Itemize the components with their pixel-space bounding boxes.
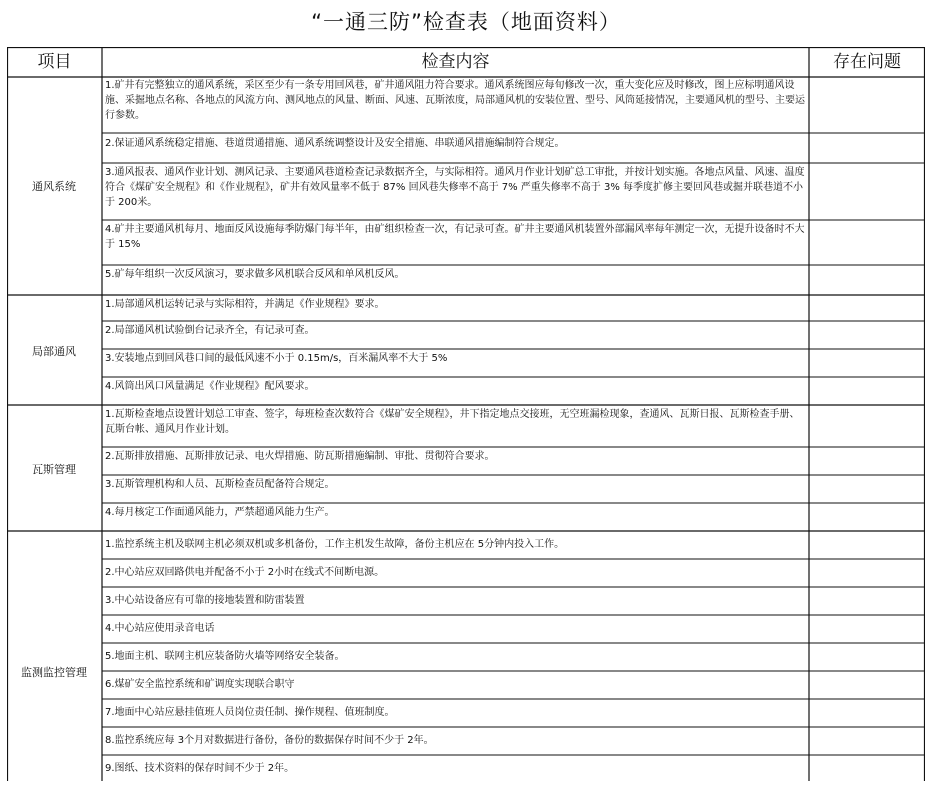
check-item: 9.图纸、技术资料的保存时间不少于 2年。 — [105, 763, 295, 774]
header-issues: 存在问题 — [833, 52, 901, 72]
inspection-table — [7, 47, 925, 781]
header-category: 项目 — [37, 52, 72, 72]
category-gas-management: 瓦斯管理 — [32, 463, 76, 476]
check-item: 3.安装地点到回风巷口间的最低风速不小于 0.15m/s，百米漏风率不大于 5% — [105, 353, 448, 364]
check-item: 7.地面中心站应悬挂值班人员岗位责任制、操作规程、值班制度。 — [105, 707, 395, 718]
check-item: 1.监控系统主机及联网主机必须双机或多机备份，工作主机发生故障，备份主机应在 5分钟内投入工作。 — [105, 539, 565, 550]
category-ventilation-system: 通风系统 — [32, 180, 76, 193]
check-item: 5.地面主机、联网主机应装备防火墙等网络安全装备。 — [105, 651, 345, 662]
check-item: 2.瓦斯排放措施、瓦斯排放记录、电火焊措施、防瓦斯措施编制、审批、贯彻符合要求。 — [105, 451, 495, 462]
check-item: 3.通风报表、通风作业计划、测风记录、主要通风巷道检查记录数据齐全，与实际相符。通风月作业计划矿总工审批，并按计划实施。各地点风量、风速、温度符合《煤矿安全规程》和《作业规程》，矿井有效风量率不低于 87% 回风巷失修率不高于 7% 严重失修率不高于 3% 每季度扩修主要回风巷或掘并联巷道不小于 200米。 — [105, 167, 805, 208]
check-item: 4.每月核定工作面通风能力，严禁超通风能力生产。 — [105, 507, 335, 518]
header-content: 检查内容 — [421, 52, 490, 72]
check-item: 4.中心站应使用录音电话 — [105, 623, 215, 634]
check-item: 2.中心站应双回路供电并配备不小于 2小时在线式不间断电源。 — [105, 567, 385, 578]
check-item: 1.局部通风机运转记录与实际相符，并满足《作业规程》要求。 — [105, 299, 385, 310]
check-item: 2.局部通风机试验倒台记录齐全，有记录可查。 — [105, 325, 315, 336]
check-item: 3.瓦斯管理机构和人员、瓦斯检查员配备符合规定。 — [105, 479, 335, 490]
check-item: 2.保证通风系统稳定措施、巷道贯通措施、通风系统调整设计及安全措施、串联通风措施编制符合规定。 — [105, 138, 565, 149]
check-item: 1.矿井有完整独立的通风系统，采区至少有一条专用回风巷，矿井通风阻力符合要求。通风系统图应每旬修改一次，重大变化应及时修改，图上应标明通风设施、采掘地点名称、各地点的风流方向、测风地点的风量、断面、风速、瓦斯浓度，局部通风机的安装位置、型号、风筒延接情况，主要通风机的型号、主要运行参数。 — [105, 80, 805, 121]
page-title: “一通三防”检查表（地面资料） — [311, 10, 621, 34]
check-item: 4.矿井主要通风机每月、地面反风设施每季防爆门每半年，由矿组织检查一次，有记录可查。矿井主要通风机装置外部漏风率每年测定一次，无提升设备时不大于 15% — [105, 224, 805, 250]
check-item: 5.矿每年组织一次反风演习，要求做多风机联合反风和单风机反风。 — [105, 269, 405, 280]
check-item: 8.监控系统应每 3个月对数据进行备份，备份的数据保存时间不少于 2年。 — [105, 735, 434, 746]
category-monitoring-management: 监测监控管理 — [21, 666, 87, 679]
category-local-ventilation: 局部通风 — [32, 345, 76, 358]
check-item: 1.瓦斯检查地点设置计划总工审查、签字，每班检查次数符合《煤矿安全规程》，井下指定地点交接班，无空班漏检现象，查通风、瓦斯日报、瓦斯检查手册、瓦斯台帐、通风月作业计划。 — [105, 409, 800, 435]
check-item: 6.煤矿安全监控系统和矿调度实现联合职守 — [105, 679, 295, 690]
check-item: 3.中心站设备应有可靠的接地装置和防雷装置 — [105, 595, 305, 606]
check-item: 4.风筒出风口风量满足《作业规程》配风要求。 — [105, 381, 315, 392]
